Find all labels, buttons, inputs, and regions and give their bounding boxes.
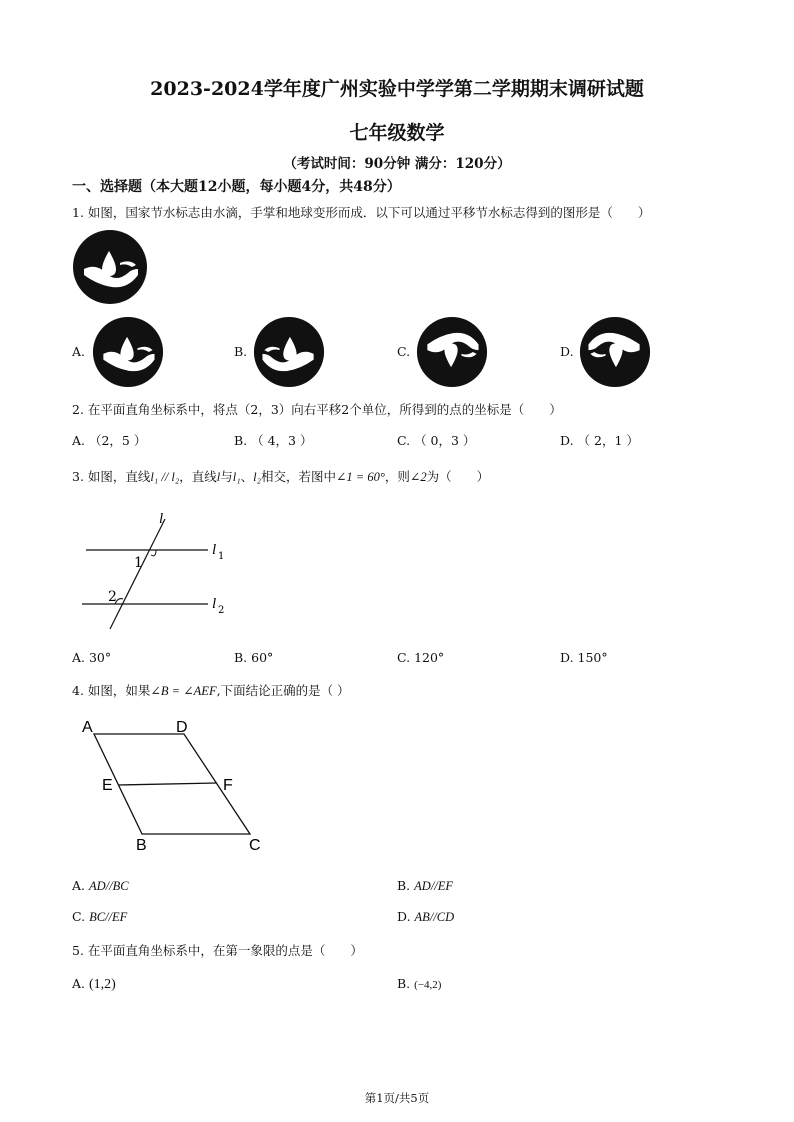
q5-option-a[interactable] bbox=[72, 976, 116, 993]
q4-option-b[interactable] bbox=[397, 878, 453, 894]
q1-option-c-logo-flipped-icon[interactable] bbox=[416, 316, 488, 388]
q3-line-l: l bbox=[216, 470, 221, 484]
question-5-stem: 5. 在平面直角坐标系中，在第一象限的点是（ ） bbox=[72, 943, 363, 958]
label-D: D bbox=[176, 719, 188, 736]
q1-option-a-logo-icon[interactable] bbox=[92, 316, 164, 388]
label-l2: l bbox=[212, 596, 217, 612]
q4-option-b-text: AD//EF bbox=[414, 879, 454, 893]
q4-stem-part: ,下面结论正确的是（ ） bbox=[216, 683, 350, 698]
q4-option-c-letter: C. bbox=[72, 909, 86, 924]
q4-option-c[interactable] bbox=[72, 909, 127, 925]
q3-stem-part: 3. 如图，直线 bbox=[72, 469, 151, 484]
q4-angle-expr: ∠B = ∠AEF bbox=[150, 684, 217, 698]
page-number: 第1页/共5页 bbox=[364, 1091, 430, 1105]
q3-line-l1: l₁ bbox=[232, 470, 241, 484]
q5-option-a-letter: A. bbox=[72, 976, 86, 991]
q1-option-d-logo-rotated-icon[interactable] bbox=[579, 316, 651, 388]
question-4-stem bbox=[72, 681, 350, 699]
q3-option-a[interactable]: A. 30° bbox=[72, 650, 112, 665]
label-F: F bbox=[223, 777, 233, 794]
angle1-arc bbox=[151, 550, 156, 556]
q4-option-d[interactable] bbox=[397, 909, 454, 925]
q1-option-c-label: C. bbox=[397, 344, 411, 359]
q5-option-b-letter: B. bbox=[397, 976, 411, 991]
exam-info: （考试时间：90分钟 满分：120分） bbox=[283, 156, 511, 172]
q3-angle1-expr: ∠1 = 60° bbox=[335, 470, 385, 484]
q4-option-a-text: AD//BC bbox=[89, 879, 129, 893]
q1-option-d-label: D. bbox=[560, 344, 574, 359]
label-B: B bbox=[136, 837, 147, 854]
q3-parallel-expr: l₁ // l₂ bbox=[150, 470, 180, 484]
q1-option-b-logo-mirrored-icon[interactable] bbox=[253, 316, 325, 388]
question-3-stem bbox=[72, 467, 489, 485]
q4-option-b-letter: B. bbox=[397, 878, 411, 893]
q3-stem-part: 与 bbox=[220, 469, 233, 484]
q4-option-a-letter: A. bbox=[72, 878, 86, 893]
q3-stem-part: 相交，若图中 bbox=[260, 469, 336, 484]
q4-option-a[interactable] bbox=[72, 878, 129, 894]
q3-option-b[interactable]: B. 60° bbox=[234, 650, 274, 665]
q3-line-l2: l₂ bbox=[253, 470, 261, 484]
q2-option-b[interactable]: B. （ 4，3 ） bbox=[234, 433, 313, 448]
q3-stem-part: 为（ ） bbox=[426, 469, 490, 484]
label-l: l bbox=[159, 511, 164, 527]
q5-option-a-text: (1,2) bbox=[89, 977, 116, 992]
water-saving-logo-icon bbox=[72, 229, 148, 305]
q3-stem-part: ，直线 bbox=[179, 469, 217, 484]
label-l2-sub: 2 bbox=[218, 605, 225, 616]
exam-subtitle: 七年级数学 bbox=[349, 122, 445, 144]
q5-option-b[interactable] bbox=[397, 976, 441, 991]
label-l1: l bbox=[212, 542, 217, 558]
label-l1-sub: 1 bbox=[218, 551, 225, 562]
label-angle1: 1 bbox=[134, 555, 143, 571]
q1-option-b-label: B. bbox=[234, 344, 248, 359]
q2-option-a[interactable]: A. （2，5 ） bbox=[72, 433, 147, 448]
q3-angle2-expr: ∠2 bbox=[409, 470, 427, 484]
q2-option-d[interactable]: D. （ 2，1 ） bbox=[560, 433, 639, 448]
q3-option-d[interactable]: D. 150° bbox=[560, 650, 608, 665]
line-l bbox=[110, 519, 165, 629]
label-E: E bbox=[102, 777, 113, 794]
exam-title: 2023-2024学年度广州实验中学学第二学期期末调研试题 bbox=[150, 78, 644, 100]
q5-option-b-text: (−4,2) bbox=[414, 979, 442, 991]
q3-stem-part: 、 bbox=[240, 469, 254, 484]
q4-option-d-letter: D. bbox=[397, 909, 411, 924]
q3-option-c[interactable]: C. 120° bbox=[397, 650, 445, 665]
label-A: A bbox=[82, 719, 93, 736]
q1-option-a-label: A. bbox=[72, 344, 86, 359]
q3-parallel-lines-figure bbox=[72, 505, 242, 635]
q2-option-c[interactable]: C. （ 0，3 ） bbox=[397, 433, 476, 448]
q4-parallelogram-figure bbox=[72, 712, 272, 857]
q3-stem-part: ，则 bbox=[384, 469, 410, 484]
q4-option-c-text: BC//EF bbox=[89, 910, 128, 924]
q4-option-d-text: AB//CD bbox=[414, 910, 455, 924]
label-C: C bbox=[249, 837, 261, 854]
question-2-stem: 2. 在平面直角坐标系中，将点（2，3）向右平移2个单位，所得到的点的坐标是（ ） bbox=[72, 402, 562, 417]
segment-ef bbox=[118, 783, 217, 785]
label-angle2: 2 bbox=[108, 589, 117, 605]
section-heading: 一、选择题（本大题12小题，每小题4分，共48分） bbox=[72, 179, 401, 195]
q4-stem-part: 4. 如图，如果 bbox=[72, 683, 151, 698]
question-1-stem: 1. 如图，国家节水标志由水滴，手掌和地球变形而成．以下可以通过平移节水标志得到的图形是（ ） bbox=[72, 205, 651, 220]
